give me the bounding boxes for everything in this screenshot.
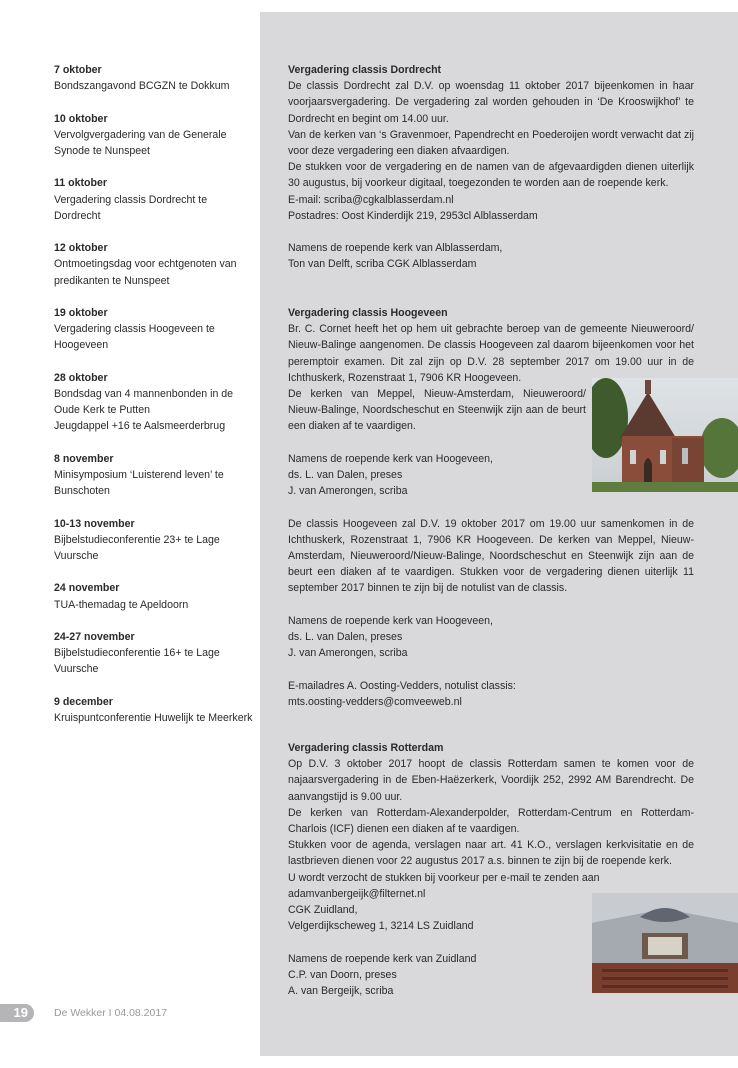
agenda-date: 10-13 november xyxy=(54,517,135,530)
footer-publication: De Wekker I 04.08.2017 xyxy=(54,1007,168,1019)
agenda-item xyxy=(54,111,254,160)
page-number: 19 xyxy=(0,1004,34,1022)
agenda-date: 12 oktober xyxy=(54,242,108,255)
agenda-date: 11 oktober xyxy=(54,177,107,190)
agenda-date: 19 oktober xyxy=(54,306,108,319)
email-label: E-mailadres A. Oosting-Vedders, notulist classis: xyxy=(288,679,516,692)
section-title: Vergadering classis Dordrecht xyxy=(288,64,442,76)
signature-line: ds. L. van Dalen, preses xyxy=(288,631,403,644)
paragraph: Br. C. Cornet heeft het op hem uit gebrachte beroep van de gemeente Nieuweroord/ Nieuw-Balinge aangenomen. De classis Hoogeveen zal daarom bijeenkomen voor het peremptoir examen. Dit zal zijn op D.V. 28 september 2017 om 19.00 uur in de Ichthuskerk, Rozenstraat 1, 7906 KR Hoogeveen. xyxy=(288,323,694,384)
agenda-item xyxy=(54,694,254,726)
agenda-item xyxy=(54,62,254,94)
agenda-item xyxy=(54,370,254,435)
agenda-text: Vuursche xyxy=(54,549,99,562)
section-dordrecht xyxy=(288,62,694,273)
agenda-text: Kruispuntconferentie Huwelijk te Meerkerk xyxy=(54,711,253,724)
agenda-date: 28 oktober xyxy=(54,371,108,384)
signature-line: A. van Bergeijk, scriba xyxy=(288,985,394,998)
agenda-item xyxy=(54,175,254,224)
agenda-item xyxy=(54,305,254,354)
agenda-text: Bijbelstudieconferentie 23+ te Lage xyxy=(54,533,220,546)
agenda-item xyxy=(54,629,254,678)
agenda-text: Jeugdappel +16 te Aalsmeerderbrug xyxy=(54,420,226,433)
paragraph: De classis Dordrecht zal D.V. op woensdag 11 oktober 2017 bijeenkomen in haar voorjaarsvergadering. De vergadering zal worden gehouden in ‘De Krooswijkhof’ te Dordrecht en begint om 14.00 uur. xyxy=(288,80,694,125)
paragraph: De kerken van Rotterdam-Alexanderpolder, Rotterdam-Centrum en Rotterdam-Charlois (ICF) dienen een diaken af te vaardigen. xyxy=(288,806,694,836)
email-address: adamvanbergeijk@filternet.nl xyxy=(288,887,426,900)
paragraph: Stukken voor de agenda, verslagen naar art. 41 K.O., verslagen kerkvisitatie en de lastbrieven dienen voor 22 augustus 2017 a.s. binnen te zijn bij de roepende kerk. xyxy=(288,839,694,868)
agenda-text: predikanten te Nunspeet xyxy=(54,274,170,287)
church-photo xyxy=(592,378,738,492)
agenda-item xyxy=(54,451,254,500)
section-title: Vergadering classis Hoogeveen xyxy=(288,307,448,319)
agenda-date: 24-27 november xyxy=(54,630,135,643)
agenda-text: Bondszangavond BCGZN te Dokkum xyxy=(54,80,230,93)
paragraph: De stukken voor de vergadering en de namen van de afgevaardigden dienen uiterlijk 30 augustus, bij voorkeur digitaal, toegezonden te worden aan de roepende kerk. xyxy=(288,161,694,190)
signature-line: Ton van Delft, scriba CGK Alblasserdam xyxy=(288,258,477,271)
signature-line: C.P. van Doorn, preses xyxy=(288,968,397,981)
signature-line: Namens de roepende kerk van Alblasserdam, xyxy=(288,242,503,255)
paragraph: U wordt verzocht de stukken bij voorkeur per e-mail te zenden aan xyxy=(288,871,600,884)
signature-line: J. van Amerongen, scriba xyxy=(288,485,408,498)
agenda-text: Minisymposium ‘Luisterend leven’ te xyxy=(54,468,224,481)
signature-line: J. van Amerongen, scriba xyxy=(288,647,408,660)
agenda-column xyxy=(54,62,254,742)
postal-address: Postadres: Oost Kinderdijk 219, 2953cl Alblasserdam xyxy=(288,209,538,222)
agenda-text: Vuursche xyxy=(54,663,99,676)
agenda-date: 7 oktober xyxy=(54,64,102,76)
agenda-text: Bijbelstudieconferentie 16+ te Lage xyxy=(54,647,220,660)
email-address: mts.oosting-vedders@comveeweb.nl xyxy=(288,695,462,708)
signature-line: ds. L. van Dalen, preses xyxy=(288,469,403,482)
signature-line: Namens de roepende kerk van Zuidland xyxy=(288,952,477,965)
section-title: Vergadering classis Rotterdam xyxy=(288,742,444,754)
paragraph: De classis Hoogeveen zal D.V. 19 oktober 2017 om 19.00 uur samenkomen in de Ichthuskerk, Rozenstraat 1, 7906 KR Hoogeveen. De kerken van Meppel, Nieuw-Amsterdam, Nieuweroord/Nieuw-Balinge, Noordscheschut en Steenwijk zijn aan de beurt een diaken af te vaardigen. Stukken voor de vergadering dienen uiterlijk 11 september 2017 binnen te zijn bij de notulist van de classis. xyxy=(288,517,694,595)
paragraph: Van de kerken van ‘s Gravenmoer, Papendrecht en Poederoijen wordt verwacht dat zij voor deze vergadering een diaken afvaardigen. xyxy=(288,128,694,158)
agenda-text: Oude Kerk te Putten xyxy=(54,404,150,417)
section-hoogeveen xyxy=(288,305,694,710)
agenda-text: Vervolgvergadering van de Generale xyxy=(54,128,227,141)
church-interior-photo xyxy=(592,893,738,993)
agenda-text: Bunschoten xyxy=(54,485,110,498)
agenda-item xyxy=(54,580,254,612)
email-line: E-mail: scriba@cgkalblasserdam.nl xyxy=(288,193,454,206)
agenda-date: 10 oktober xyxy=(54,112,108,125)
agenda-text: Hoogeveen xyxy=(54,339,109,352)
agenda-text: Bondsdag van 4 mannenbonden in de xyxy=(54,387,234,400)
agenda-date: 9 december xyxy=(54,695,113,708)
address-line: Velgerdijkscheweg 1, 3214 LS Zuidland xyxy=(288,920,474,933)
paragraph: Op D.V. 3 oktober 2017 hoopt de classis Rotterdam samen te komen voor de najaarsvergadering in de Eben-Haëzerkerk, Voordijk 252, 2992 AM Barendrecht. De aanvangstijd is 9.00 uur. xyxy=(288,758,694,803)
agenda-text: Ontmoetingsdag voor echtgenoten van xyxy=(54,258,237,271)
paragraph: De kerken van Meppel, Nieuw-Amsterdam, Nieuweroord/ Nieuw-Balinge, Noordscheschut en Steenwijk zijn aan de beurt een diaken af te vaardigen. xyxy=(288,388,586,433)
agenda-text: Vergadering classis Dordrecht te xyxy=(54,193,208,206)
agenda-item xyxy=(54,516,254,565)
agenda-text: TUA-themadag te Apeldoorn xyxy=(54,598,189,611)
signature-line: Namens de roepende kerk van Hoogeveen, xyxy=(288,614,493,627)
agenda-text: Dordrecht xyxy=(54,209,101,222)
agenda-date: 24 november xyxy=(54,582,120,595)
signature-line: Namens de roepende kerk van Hoogeveen, xyxy=(288,452,493,465)
address-line: CGK Zuidland, xyxy=(288,904,358,917)
agenda-item xyxy=(54,240,254,289)
agenda-text: Synode te Nunspeet xyxy=(54,145,151,157)
agenda-date: 8 november xyxy=(54,452,114,465)
agenda-text: Vergadering classis Hoogeveen te xyxy=(54,323,215,336)
